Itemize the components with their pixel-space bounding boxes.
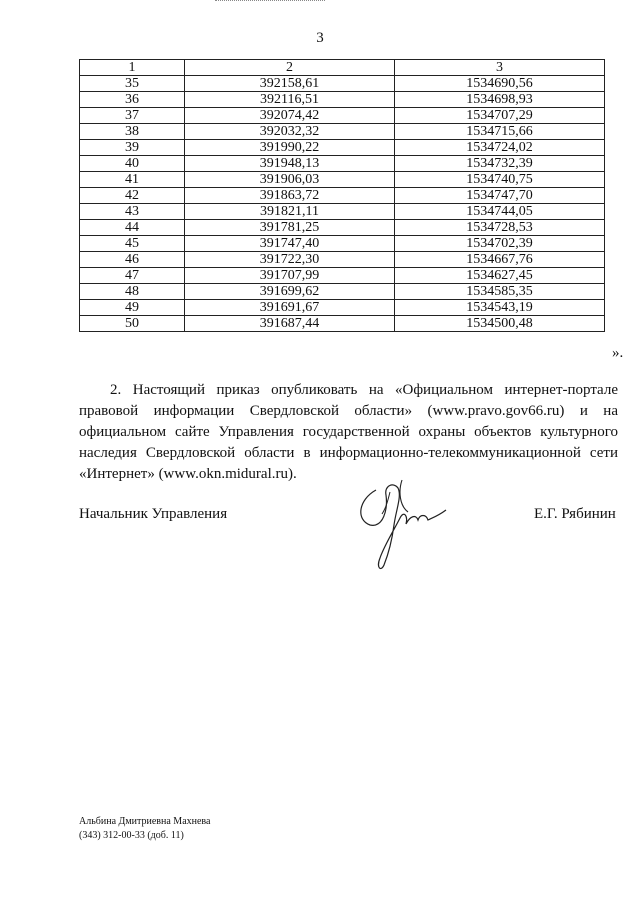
table-cell: 392116,51 [185,92,395,108]
table-cell: 391687,44 [185,316,395,332]
table-cell: 1534698,93 [395,92,605,108]
table-cell: 392074,42 [185,108,395,124]
table-cell: 392032,32 [185,124,395,140]
signer-name: Е.Г. Рябинин [534,506,616,522]
table-cell: 391707,99 [185,268,395,284]
table-cell: 392158,61 [185,76,395,92]
table-cell: 1534690,56 [395,76,605,92]
table-cell: 1534627,45 [395,268,605,284]
table-row [80,220,605,236]
table-cell: 1534724,02 [395,140,605,156]
table-header-cell: 3 [395,60,605,76]
table-row [80,156,605,172]
table-row [80,172,605,188]
table-cell: 36 [80,92,185,108]
table-header-row [80,60,605,76]
table-cell: 1534585,35 [395,284,605,300]
table-cell: 45 [80,236,185,252]
table-header-cell: 2 [185,60,395,76]
table-cell: 1534543,19 [395,300,605,316]
table-cell: 37 [80,108,185,124]
table-row [80,76,605,92]
publication-paragraph: 2. Настоящий приказ опубликовать на «Официальном интернет-портале правовой информации Свердловской области» (www.pravo.gov66.ru) и на официальном сайте Управления государственной охраны объектов культурного наследия Свердловской области в информационно-телекоммуникационной сети «Интернет» (www.okn.midural.ru). [79,382,618,482]
table-cell: 39 [80,140,185,156]
table-cell: 1534728,53 [395,220,605,236]
table-cell: 48 [80,284,185,300]
table-cell: 46 [80,252,185,268]
top-scan-marks [215,0,325,4]
page-number: 3 [316,30,324,46]
table-closing-mark: ». [612,345,624,361]
executor-footer [79,815,210,843]
table-cell: 35 [80,76,185,92]
executor-name: Альбина Дмитриевна Махнева [79,816,211,827]
table-cell: 391781,25 [185,220,395,236]
table-row [80,92,605,108]
table-cell: 391948,13 [185,156,395,172]
table-cell: 391906,03 [185,172,395,188]
table-row [80,236,605,252]
table-cell: 50 [80,316,185,332]
table-cell: 41 [80,172,185,188]
table-cell: 38 [80,124,185,140]
table-cell: 1534707,29 [395,108,605,124]
table-row [80,316,605,332]
table-cell: 1534715,66 [395,124,605,140]
table-cell: 44 [80,220,185,236]
table-cell: 391722,30 [185,252,395,268]
table-cell: 43 [80,204,185,220]
table-row [80,124,605,140]
table-cell: 1534744,05 [395,204,605,220]
table-cell: 1534667,76 [395,252,605,268]
executor-phone: (343) 312-00-33 (доб. 11) [79,830,184,841]
table-row [80,108,605,124]
table-row [80,284,605,300]
table-cell: 391699,62 [185,284,395,300]
table-cell: 1534500,48 [395,316,605,332]
table-cell: 1534702,39 [395,236,605,252]
table-row [80,140,605,156]
coordinates-table [79,59,605,332]
signer-position: Начальник Управления [79,506,228,522]
table-cell: 1534740,75 [395,172,605,188]
table-cell: 391990,22 [185,140,395,156]
table-cell: 1534732,39 [395,156,605,172]
table-cell: 1534747,70 [395,188,605,204]
handwritten-signature [348,470,458,580]
table-row [80,252,605,268]
table-cell: 42 [80,188,185,204]
table-row [80,204,605,220]
table-header-cell: 1 [80,60,185,76]
table-cell: 391691,67 [185,300,395,316]
table-cell: 391863,72 [185,188,395,204]
table-cell: 49 [80,300,185,316]
table-cell: 391747,40 [185,236,395,252]
table-row [80,300,605,316]
table-cell: 391821,11 [185,204,395,220]
table-cell: 40 [80,156,185,172]
table-row [80,188,605,204]
table-row [80,268,605,284]
table-cell: 47 [80,268,185,284]
